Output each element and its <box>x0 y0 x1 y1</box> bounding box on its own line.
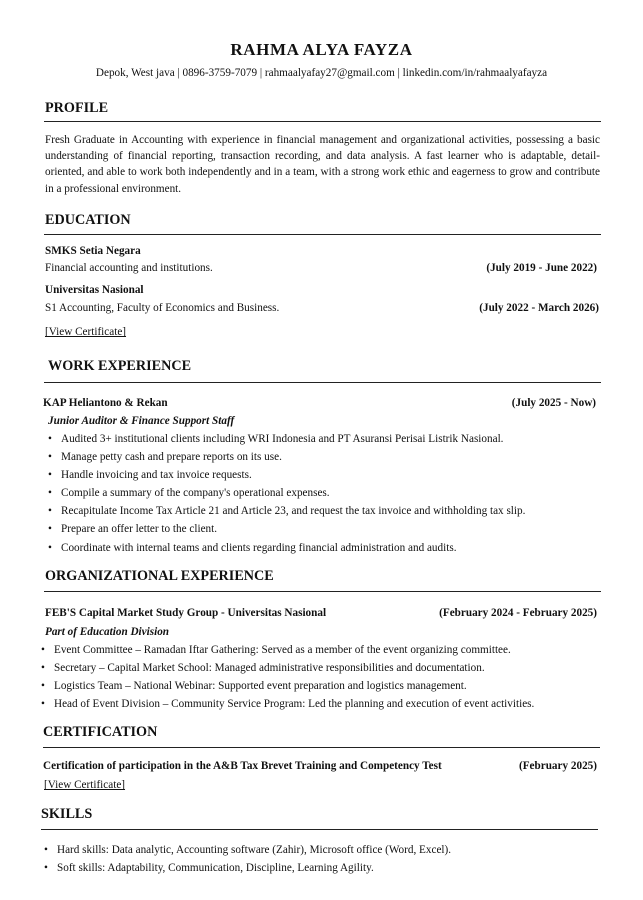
work-role: Junior Auditor & Finance Support Staff <box>48 415 235 427</box>
bullet-icon: • <box>48 451 52 464</box>
list-item-text: Manage petty cash and prepare reports on its use. <box>61 451 282 464</box>
organization-name: FEB'S Capital Market Study Group - Universitas Nasional <box>45 607 327 619</box>
list-item <box>41 695 534 713</box>
section-divider <box>44 121 601 122</box>
list-item <box>41 641 534 659</box>
certification-dates: (February 2025) <box>519 760 597 772</box>
work-company: KAP Heliantono & Rekan <box>43 397 168 409</box>
list-item <box>44 841 451 859</box>
list-item <box>48 502 525 520</box>
section-title-skills: SKILLS <box>41 806 93 822</box>
list-item <box>48 539 525 557</box>
section-divider <box>44 591 601 592</box>
education-detail: Financial accounting and institutions. <box>45 262 213 274</box>
list-item-text: Handle invoicing and tax invoice requests. <box>61 469 252 482</box>
bullet-icon: • <box>41 662 45 675</box>
list-item-text: Coordinate with internal teams and clients regarding financial administration and audits. <box>61 541 457 554</box>
education-school: Universitas Nasional <box>45 284 144 296</box>
list-item-text: Head of Event Division – Community Service Program: Led the planning and execution of event activities. <box>54 698 535 711</box>
section-divider <box>44 382 601 383</box>
list-item-text: Event Committee – Ramadan Iftar Gathering: Served as a member of the event organizing committee. <box>54 644 511 656</box>
list-item-text: Logistics Team – National Webinar: Supported event preparation and logistics management. <box>54 680 467 693</box>
section-title-education: EDUCATION <box>45 212 131 228</box>
bullet-icon: • <box>44 844 48 856</box>
work-dates: (July 2025 - Now) <box>511 397 596 409</box>
list-item-text: Prepare an offer letter to the client. <box>61 523 218 536</box>
list-item-text: Soft skills: Adaptability, Communication, Discipline, Learning Agility. <box>57 862 374 875</box>
list-item <box>44 859 451 877</box>
list-item-text: Audited 3+ institutional clients including WRI Indonesia and PT Asuransi Perisai Listrik Nasional. <box>61 433 504 445</box>
list-item-text: Hard skills: Data analytic, Accounting software (Zahir), Microsoft office (Word, Excel). <box>57 844 452 856</box>
bullet-icon: • <box>41 644 45 656</box>
view-certificate-link[interactable]: [View Certificate] <box>44 779 126 791</box>
section-title-certification: CERTIFICATION <box>43 724 158 740</box>
list-item <box>41 659 534 677</box>
section-divider <box>41 829 598 830</box>
bullet-icon: • <box>48 487 52 500</box>
bullet-icon: • <box>48 541 52 554</box>
organization-division: Part of Education Division <box>45 626 170 638</box>
section-title-organizational-experience: ORGANIZATIONAL EXPERIENCE <box>45 568 274 584</box>
bullet-icon: • <box>41 698 45 711</box>
bullet-icon: • <box>48 433 52 445</box>
section-title-work-experience: WORK EXPERIENCE <box>48 358 192 374</box>
list-item <box>48 484 525 502</box>
section-divider <box>44 234 601 235</box>
education-dates: (July 2019 - June 2022) <box>486 262 597 274</box>
bullet-icon: • <box>48 505 52 518</box>
skills-list <box>44 841 451 877</box>
list-item <box>48 448 525 466</box>
list-item <box>48 466 525 484</box>
section-title-profile: PROFILE <box>45 100 109 116</box>
organization-dates: (February 2024 - February 2025) <box>439 607 597 619</box>
bullet-icon: • <box>48 523 52 536</box>
list-item <box>48 430 525 448</box>
profile-summary: Fresh Graduate in Accounting with experience in financial management and organizational activities, possessing a basic understanding of financial reporting, transaction recording, and data analysis. A fast learner who is adaptable, detail-oriented, and able to work both independently and in a team, with a strong work ethic and eagerness to grow and contribute in a professional environment. <box>45 134 600 195</box>
organization-roles-list <box>41 641 534 713</box>
education-dates: (July 2022 - March 2026) <box>479 302 599 314</box>
education-detail: S1 Accounting, Faculty of Economics and Business. <box>45 302 280 314</box>
list-item-text: Recapitulate Income Tax Article 21 and Article 23, and request the tax invoice and withholding tax slip. <box>61 505 526 518</box>
list-item-text: Secretary – Capital Market School: Managed administrative responsibilities and documentation. <box>54 662 485 675</box>
contact-line: Depok, West java | 0896-3759-7079 | rahmaalyafay27@gmail.com | linkedin.com/in/rahmaalyafayza <box>95 67 548 79</box>
certification-name: Certification of participation in the A&B Tax Brevet Training and Competency Test <box>43 760 442 772</box>
bullet-icon: • <box>44 862 48 875</box>
list-item <box>48 520 525 538</box>
list-item <box>41 677 534 695</box>
section-divider <box>43 747 600 748</box>
work-duties-list <box>48 430 525 557</box>
candidate-name: RAHMA ALYA FAYZA <box>230 40 413 59</box>
education-school: SMKS Setia Negara <box>45 245 141 257</box>
view-certificate-link[interactable]: [View Certificate] <box>45 326 127 338</box>
bullet-icon: • <box>41 680 45 693</box>
list-item-text: Compile a summary of the company's operational expenses. <box>61 487 330 500</box>
bullet-icon: • <box>48 469 52 482</box>
